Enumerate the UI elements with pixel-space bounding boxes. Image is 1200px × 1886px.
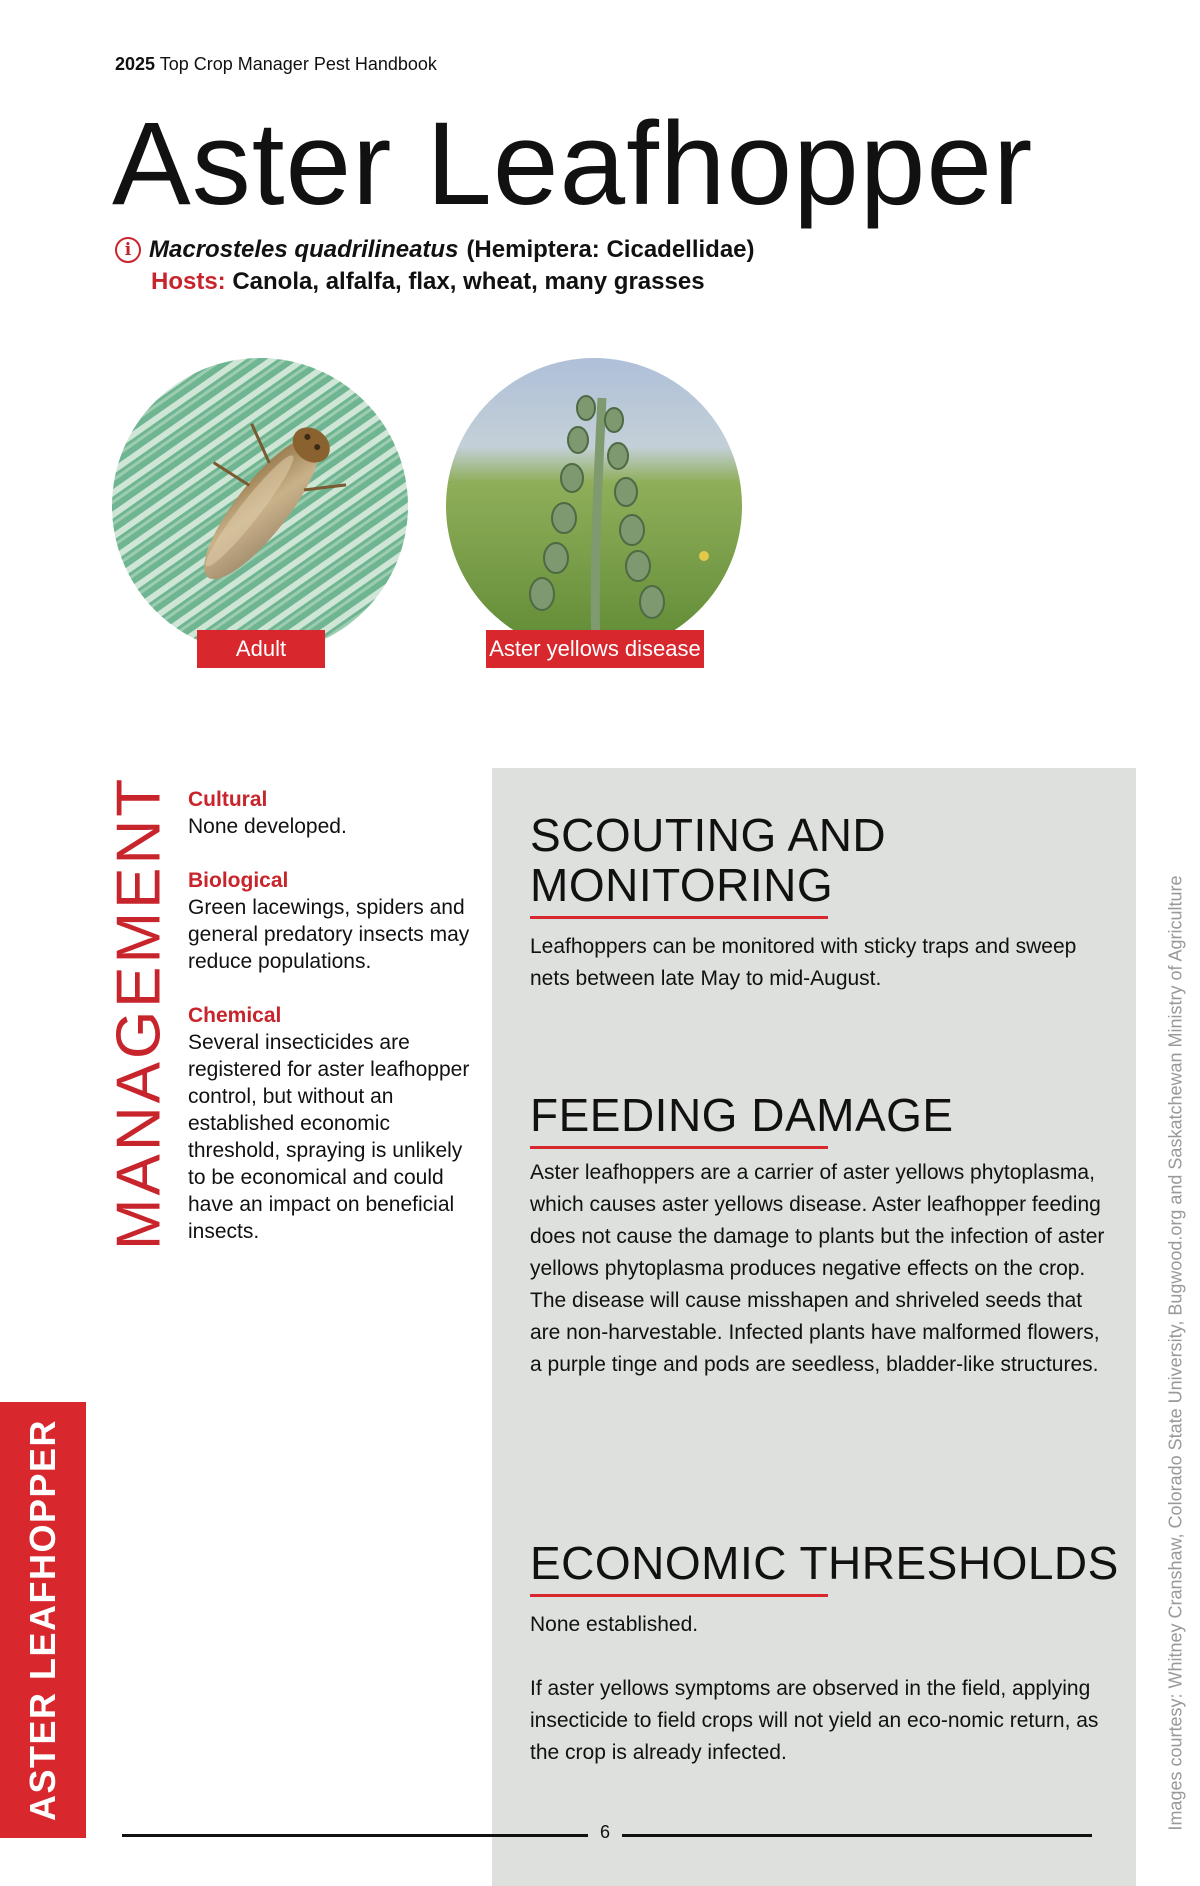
adult-photo bbox=[112, 358, 408, 654]
aster-yellows-caption: Aster yellows disease bbox=[486, 630, 704, 668]
feeding-section bbox=[530, 1090, 1110, 1381]
image-credit bbox=[1158, 860, 1194, 1845]
scouting-title-line1: SCOUTING AND bbox=[530, 809, 887, 861]
species-line bbox=[115, 236, 755, 264]
biological-label: Biological bbox=[188, 869, 289, 892]
header-year: 2025 bbox=[115, 54, 156, 74]
adult-caption: Adult bbox=[197, 630, 325, 668]
footer-rule-left bbox=[122, 1834, 588, 1837]
management-heading-text: MANAGEMENT bbox=[104, 775, 174, 1250]
header-publication: Top Crop Manager Pest Handbook bbox=[159, 54, 437, 74]
classification: (Hemiptera: Cicadellidae) bbox=[466, 236, 755, 263]
management-cultural bbox=[188, 786, 478, 840]
scouting-body: Leafhoppers can be monitored with sticky traps and sweep nets between late May to mid-August. bbox=[530, 935, 1077, 990]
scouting-title-line2: MONITORING bbox=[530, 859, 834, 911]
management-list bbox=[188, 786, 478, 1272]
economic-body-2: If aster yellows symptoms are observed in the field, applying insecticide to field crops will not yield an eco-nomic return, as the crop is already infected. bbox=[530, 1677, 1099, 1764]
hosts-label: Hosts: bbox=[151, 268, 226, 295]
page-title: Aster Leafhopper bbox=[112, 98, 1034, 230]
scouting-underline bbox=[530, 916, 828, 919]
economic-section bbox=[530, 1538, 1119, 1769]
hosts-value: Canola, alfalfa, flax, wheat, many grasses bbox=[232, 268, 705, 295]
cultural-text: None developed. bbox=[188, 815, 347, 838]
economic-title: ECONOMIC THRESHOLDS bbox=[530, 1537, 1119, 1589]
chemical-text: Several insecticides are registered for aster leafhopper control, but without an established economic threshold, spraying is unlikely to be economical and could have an impact on beneficial insects. bbox=[188, 1031, 470, 1243]
hosts-line bbox=[151, 268, 705, 296]
scientific-name: Macrosteles quadrilineatus bbox=[149, 236, 459, 263]
info-icon: i bbox=[115, 237, 141, 263]
economic-body-1: None established. bbox=[530, 1613, 699, 1636]
feeding-underline bbox=[530, 1146, 828, 1149]
management-chemical bbox=[188, 1002, 478, 1245]
biological-text: Green lacewings, spiders and general predatory insects may reduce populations. bbox=[188, 896, 470, 973]
adult-leafhopper-image bbox=[112, 358, 408, 654]
economic-underline bbox=[530, 1594, 828, 1597]
management-heading bbox=[104, 775, 174, 1250]
footer-rule-right bbox=[622, 1834, 1092, 1837]
chemical-label: Chemical bbox=[188, 1004, 282, 1027]
feeding-title: FEEDING DAMAGE bbox=[530, 1089, 954, 1141]
scouting-section bbox=[530, 810, 1110, 995]
publication-header bbox=[115, 54, 437, 75]
page-number: 6 bbox=[599, 1822, 610, 1842]
aster-yellows-photo bbox=[446, 358, 742, 654]
cultural-label: Cultural bbox=[188, 788, 268, 811]
image-credit-text: Images courtesy: Whitney Cranshaw, Colorado State University, Bugwood.org and Saskatchewan Ministry of Agriculture bbox=[1165, 874, 1186, 1831]
side-tab-text: ASTER LEAFHOPPER bbox=[22, 1418, 63, 1822]
aster-yellows-image bbox=[446, 358, 742, 654]
management-biological bbox=[188, 867, 478, 975]
feeding-body: Aster leafhoppers are a carrier of aster yellows phytoplasma, which causes aster yellows disease. Aster leafhopper feeding does not cause the damage to plants but the infection of aster yellows phytoplasma produces negative effects on the crop. The disease will cause misshapen and shriveled seeds that are non-harvestable. Infected plants have malformed flowers, a purple tinge and pods are seedless, bladder-like structures. bbox=[530, 1161, 1105, 1376]
side-tab bbox=[0, 1402, 86, 1838]
